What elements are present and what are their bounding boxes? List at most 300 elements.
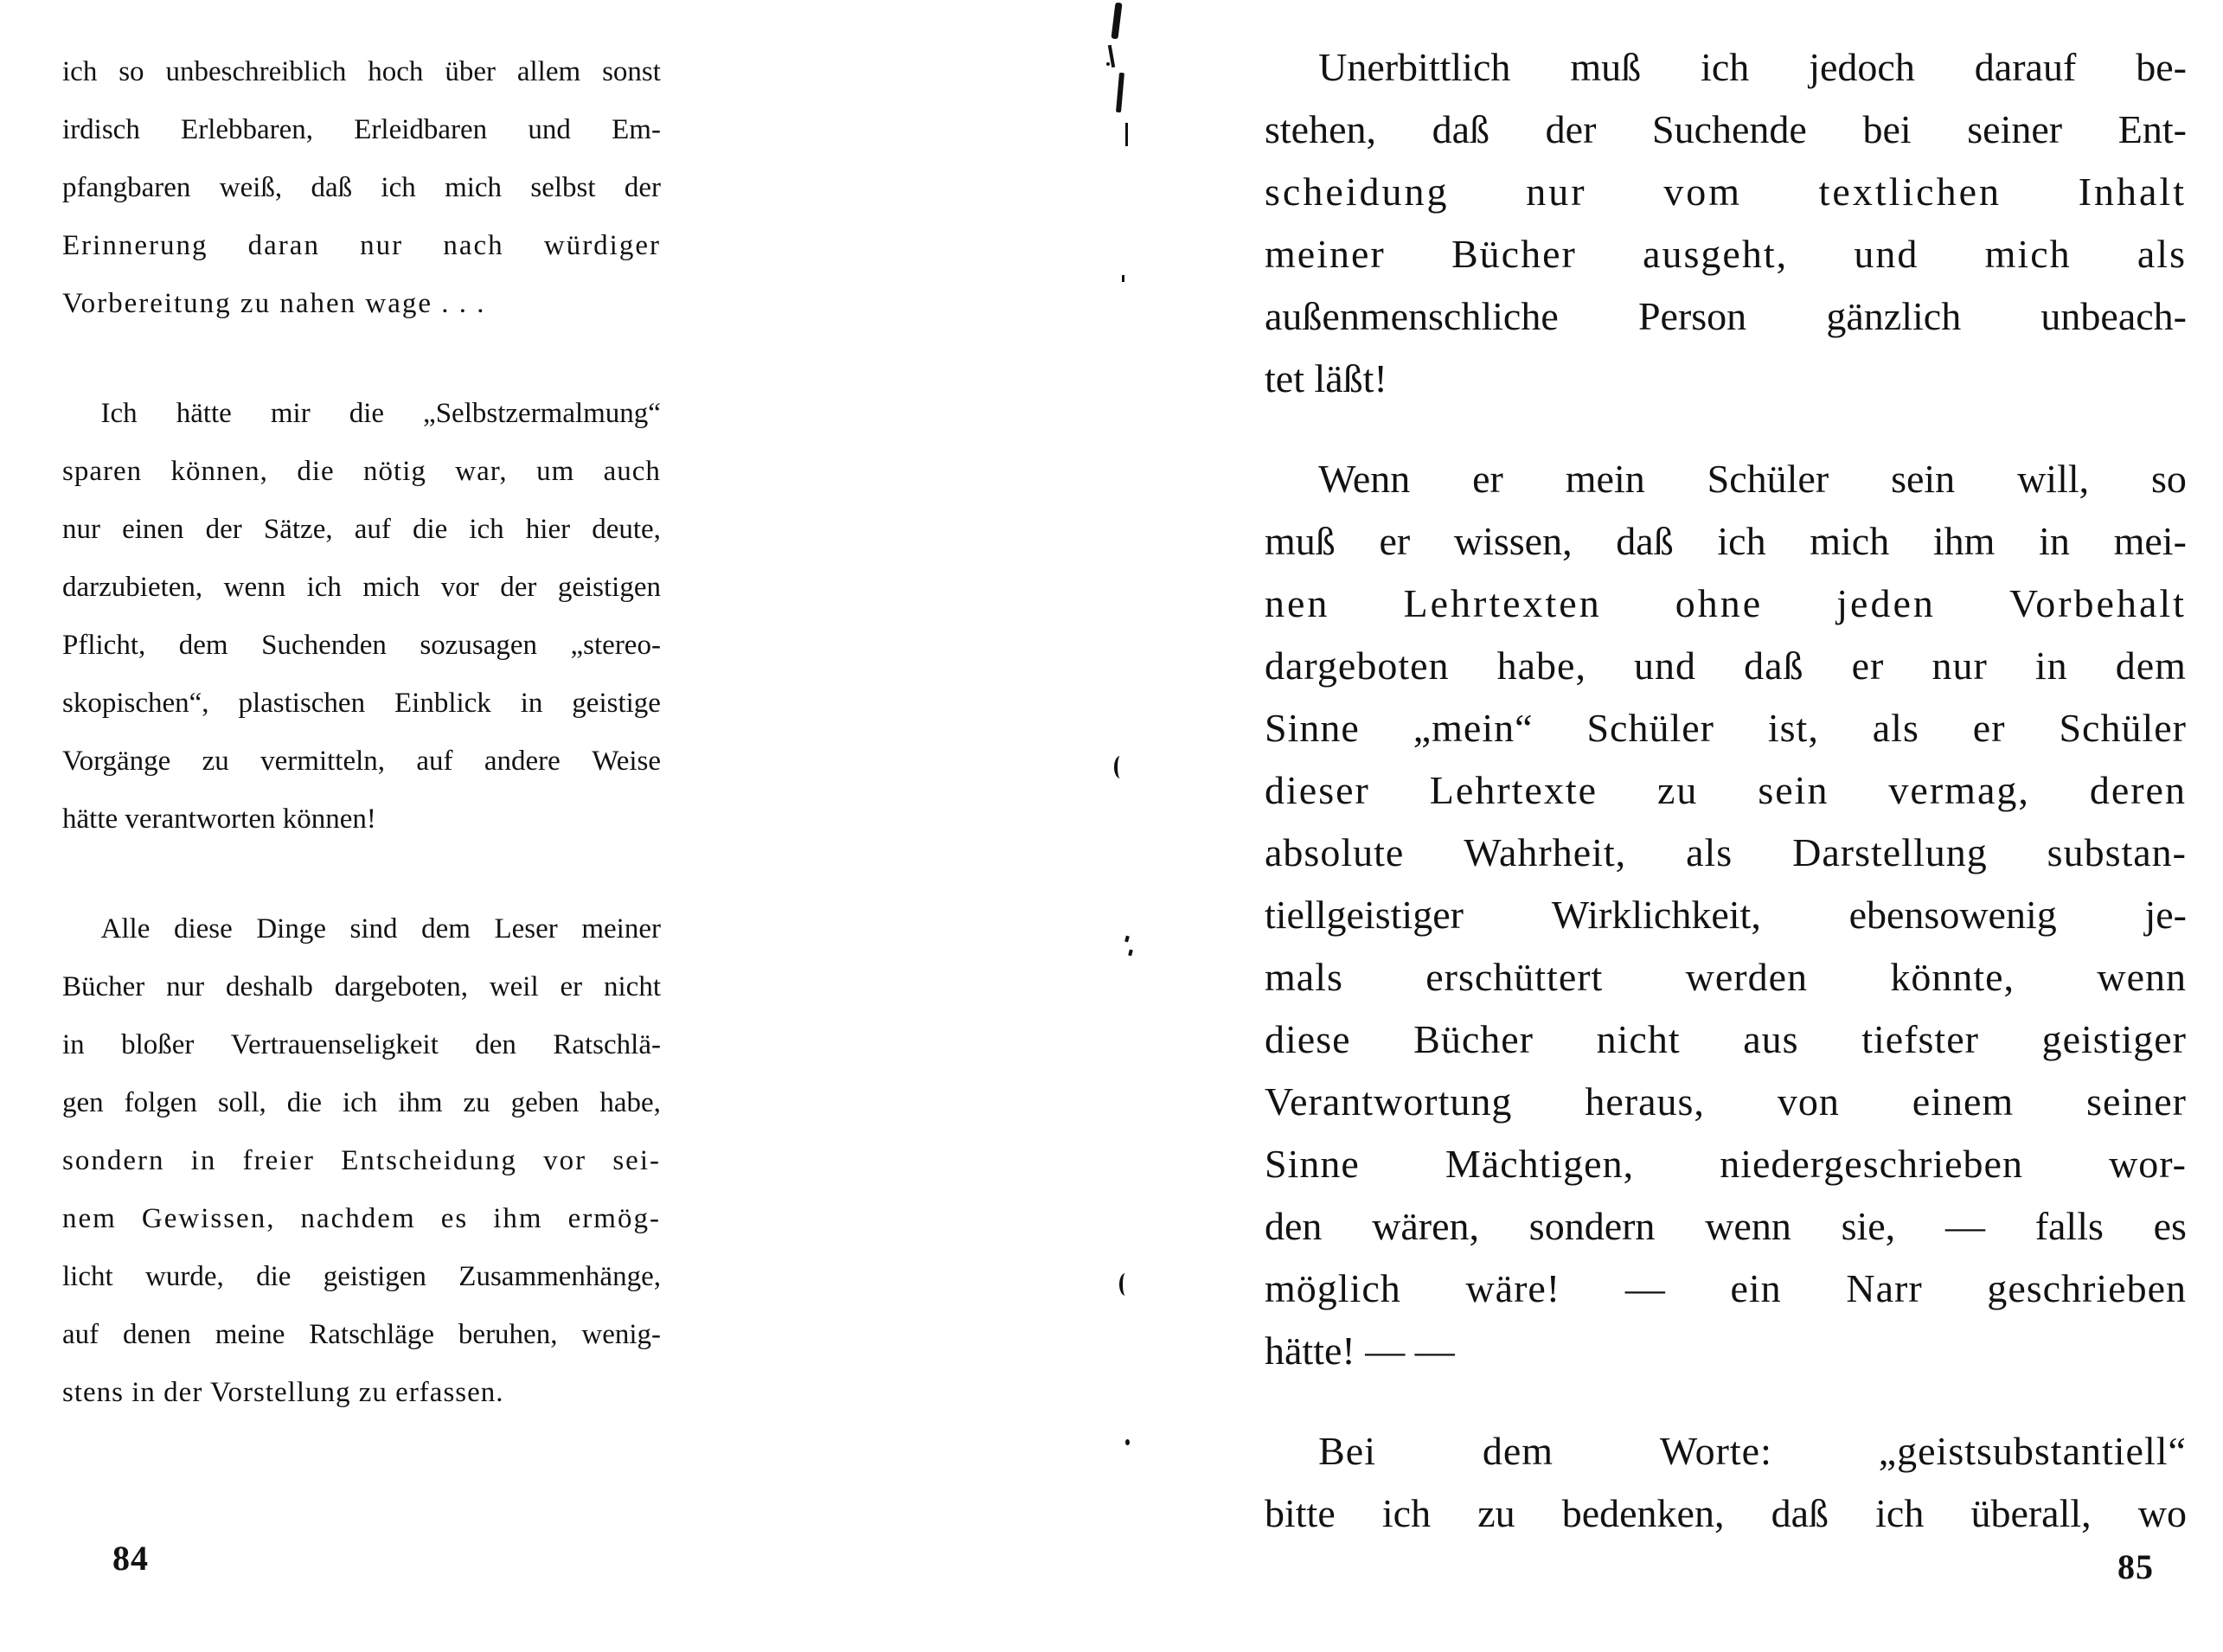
word: bedenken,	[1561, 1491, 1725, 1535]
ink-mark	[1114, 756, 1126, 778]
word: be-	[2136, 45, 2187, 89]
word: will,	[2017, 457, 2090, 501]
text-line	[1265, 884, 2187, 946]
word: nen	[1265, 581, 1330, 625]
word: Inhalt	[2078, 170, 2187, 214]
word: es	[2153, 1204, 2187, 1248]
word: geistige	[572, 688, 661, 719]
word: textlichen	[1818, 170, 2002, 214]
word: sei-	[612, 1145, 661, 1176]
text-line	[1265, 510, 2187, 573]
word: „geistsubstantiell“	[1878, 1429, 2187, 1473]
word: nicht	[1596, 1017, 1681, 1061]
word: bei	[1862, 107, 1912, 151]
word: ein	[1730, 1266, 1782, 1310]
word: ich	[1381, 1491, 1432, 1535]
word: in	[2034, 644, 2068, 688]
word: soll,	[217, 1087, 266, 1118]
word: er	[1379, 519, 1411, 563]
text-line	[62, 501, 661, 559]
word: hätte	[176, 398, 232, 429]
word: der	[1545, 107, 1597, 151]
word: daß	[1771, 1491, 1829, 1535]
word: ich	[381, 172, 416, 203]
paragraph	[62, 43, 661, 333]
word: Pflicht,	[62, 630, 146, 661]
ink-smudge	[1111, 3, 1122, 40]
word: geistiger	[2041, 1017, 2187, 1061]
word: Erlebbaren,	[181, 114, 314, 145]
word: erschüttert	[1425, 955, 1604, 999]
paragraph	[62, 385, 661, 848]
word: wenn	[223, 572, 286, 603]
word: je-	[2144, 893, 2187, 937]
text-line	[62, 1306, 661, 1364]
word: sein	[1758, 768, 1829, 812]
word: selbst	[530, 172, 596, 203]
word: nach	[443, 230, 504, 261]
word: in	[2039, 519, 2070, 563]
text-line: Vorbereitung zu nahen wage . . .	[62, 288, 486, 319]
word: dem	[178, 630, 228, 661]
word: tiefster	[1861, 1017, 1979, 1061]
text-line	[62, 43, 661, 101]
paragraph	[1265, 1420, 2187, 1545]
word: zu	[1656, 768, 1699, 812]
word: der	[205, 514, 242, 545]
word: Em-	[612, 114, 661, 145]
word: pfangbaren	[62, 172, 191, 203]
word: Unerbittlich	[1318, 45, 1511, 89]
text-line	[1265, 223, 2187, 285]
word: ihm	[1932, 519, 1996, 563]
word: mir	[270, 398, 311, 429]
word: ihm	[398, 1087, 443, 1118]
word: sie,	[1841, 1204, 1896, 1248]
word: die	[286, 1087, 323, 1118]
text-line	[1265, 161, 2187, 223]
word: deute,	[592, 514, 661, 545]
word: daran	[247, 230, 320, 261]
word: unbeschreiblich	[165, 56, 347, 87]
word: wurde,	[145, 1261, 224, 1292]
word: unbeach-	[2040, 294, 2187, 338]
word: Lehrtexten	[1403, 581, 1602, 625]
word: er	[560, 971, 583, 1002]
text-line	[62, 559, 661, 617]
word: diese	[173, 913, 233, 944]
word: darzubieten,	[62, 572, 203, 603]
text-line	[1265, 759, 2187, 822]
text-line: stens in der Vorstellung zu erfassen.	[62, 1377, 504, 1408]
word: Gewissen,	[141, 1203, 276, 1234]
word: als	[2137, 232, 2187, 276]
word: dieser	[1265, 768, 1370, 812]
text-line	[62, 1132, 661, 1190]
text-line	[1265, 448, 2187, 510]
word: als	[1686, 830, 1733, 874]
word: falls	[2034, 1204, 2104, 1248]
text-line	[1265, 99, 2187, 161]
word: deshalb	[226, 971, 313, 1002]
word: können,	[170, 456, 268, 487]
word: so	[2151, 457, 2187, 501]
word: nötig	[363, 456, 426, 487]
word: skopischen“,	[62, 688, 209, 719]
ink-stroke	[1125, 123, 1128, 146]
right-page-text-block	[1265, 36, 2187, 1545]
word: andere	[484, 746, 561, 777]
word: Vorgänge	[62, 746, 171, 777]
text-line	[1265, 1258, 2187, 1320]
word: auf	[416, 746, 453, 777]
word: Sinne	[1265, 1142, 1360, 1186]
word: nur	[360, 230, 404, 261]
word: Vorbehalt	[2008, 581, 2187, 625]
word: sondern	[62, 1145, 165, 1176]
word: Weise	[592, 746, 661, 777]
word: „mein“	[1413, 706, 1534, 750]
word: Worte:	[1659, 1429, 1772, 1473]
word: die	[349, 398, 385, 429]
word: Wirklichkeit,	[1551, 893, 1761, 937]
word: sparen	[62, 456, 143, 487]
word: mich	[1810, 519, 1890, 563]
word: dargeboten,	[334, 971, 468, 1002]
word: werden	[1685, 955, 1809, 999]
word: ich	[469, 514, 504, 545]
word: die	[256, 1261, 291, 1292]
word: sein	[1891, 457, 1956, 501]
word: mich	[445, 172, 503, 203]
left-page-text-block	[62, 43, 661, 1422]
word: mals	[1265, 955, 1343, 999]
text-line	[62, 675, 661, 733]
word: Zusammenhänge,	[458, 1261, 661, 1292]
text-line	[62, 159, 661, 217]
word: es	[440, 1203, 469, 1234]
word: als	[1872, 706, 1919, 750]
word: vom	[1663, 170, 1742, 214]
word: seiner	[1967, 107, 2063, 151]
word: geschrieben	[1987, 1266, 2187, 1310]
word: daß	[1432, 107, 1490, 151]
word: diese	[1265, 1017, 1351, 1061]
word: daß	[1616, 519, 1674, 563]
text-line	[62, 385, 661, 443]
word: auf	[62, 1319, 99, 1350]
word: seiner	[2086, 1079, 2187, 1124]
ink-speck	[1124, 936, 1130, 943]
word: Entscheidung	[341, 1145, 517, 1176]
text-line: hätte! — —	[1265, 1329, 1455, 1373]
text-line: tet läßt!	[1265, 356, 1387, 400]
word: wenn	[1705, 1204, 1791, 1248]
paragraph	[1265, 36, 2187, 410]
text-line	[1265, 697, 2187, 759]
word: meiner	[581, 913, 661, 944]
word: ohne	[1675, 581, 1764, 625]
word: über	[445, 56, 496, 87]
word: hoch	[368, 56, 424, 87]
text-line	[62, 958, 661, 1016]
word: substan-	[2047, 830, 2187, 874]
word: so	[119, 56, 144, 87]
word: ausgeht,	[1643, 232, 1789, 276]
word: Leser	[494, 913, 558, 944]
word: —	[1944, 1204, 1985, 1248]
word: Ratschlä-	[553, 1029, 661, 1060]
word: sozusagen	[420, 630, 538, 661]
word: ich	[306, 572, 342, 603]
word: tiellgeistiger	[1265, 893, 1464, 937]
word: Sätze,	[263, 514, 333, 545]
word: jeden	[1836, 581, 1936, 625]
word: „stereo-	[570, 630, 661, 661]
word: daß	[311, 172, 353, 203]
word: Person	[1637, 294, 1747, 338]
word: muß	[1570, 45, 1642, 89]
word: Lehrtexte	[1429, 768, 1598, 812]
word: nem	[62, 1203, 117, 1234]
word: auch	[603, 456, 661, 487]
word: Narr	[1846, 1266, 1923, 1310]
word: dargeboten	[1265, 644, 1450, 688]
text-line	[62, 1190, 661, 1248]
ink-mark	[1119, 1273, 1131, 1296]
text-line	[1265, 635, 2187, 697]
word: bloßer	[121, 1029, 195, 1060]
word: —	[1624, 1266, 1666, 1310]
word: irdisch	[62, 114, 140, 145]
word: einen	[122, 514, 184, 545]
word: gänzlich	[1826, 294, 1962, 338]
word: Bücher	[62, 971, 145, 1002]
text-line	[1265, 1195, 2187, 1258]
text-line	[62, 1248, 661, 1306]
text-line	[62, 1074, 661, 1132]
word: heraus,	[1585, 1079, 1705, 1124]
word: folgen	[124, 1087, 197, 1118]
ink-speck	[1106, 62, 1110, 66]
word: er	[1851, 644, 1885, 688]
word: wenig-	[581, 1319, 661, 1350]
word: er	[1472, 457, 1503, 501]
word: Einblick	[394, 688, 491, 719]
word: jedoch	[1809, 45, 1915, 89]
word: er	[1972, 706, 2006, 750]
word: nur	[62, 514, 100, 545]
text-line	[1265, 822, 2187, 884]
word: scheidung	[1265, 170, 1450, 214]
word: Alle	[100, 913, 151, 944]
word: ermög-	[567, 1203, 661, 1234]
word: absolute	[1265, 830, 1405, 874]
word: dem	[2115, 644, 2187, 688]
word: dem	[1482, 1429, 1554, 1473]
word: nur	[166, 971, 205, 1002]
word: denen	[123, 1319, 191, 1350]
word: ich	[1875, 1491, 1925, 1535]
word: in	[62, 1029, 85, 1060]
word: die	[297, 456, 335, 487]
word: nachdem	[300, 1203, 416, 1234]
word: geben	[510, 1087, 580, 1118]
word: geistigen	[323, 1261, 426, 1292]
word: Erinnerung	[62, 230, 208, 261]
word: ihm	[493, 1203, 543, 1234]
word: muß	[1265, 519, 1336, 563]
word: wo	[2137, 1491, 2187, 1535]
word: stehen,	[1265, 107, 1377, 151]
word: und	[1634, 644, 1697, 688]
word: weil	[489, 971, 539, 1002]
word: wor-	[2109, 1142, 2187, 1186]
word: bitte	[1265, 1491, 1336, 1535]
word: weiß,	[219, 172, 283, 203]
word: Dinge	[256, 913, 326, 944]
word: hier	[525, 514, 571, 545]
word: nicht	[604, 971, 661, 1002]
word: wäre!	[1465, 1266, 1561, 1310]
word: wissen,	[1453, 519, 1573, 563]
text-line	[62, 900, 661, 958]
word: meiner	[1265, 232, 1386, 276]
word: sondern	[1528, 1204, 1656, 1248]
word: meine	[215, 1319, 285, 1350]
word: freier	[242, 1145, 316, 1176]
text-line	[62, 101, 661, 159]
text-line	[1265, 946, 2187, 1008]
word: mei-	[2113, 519, 2187, 563]
word: Bücher	[1413, 1017, 1534, 1061]
word: um	[536, 456, 575, 487]
word: habe,	[599, 1087, 661, 1118]
word: vor	[543, 1145, 587, 1176]
word: ich	[342, 1087, 378, 1118]
word: ich	[1701, 45, 1750, 89]
text-line	[62, 217, 661, 275]
word: beruhen,	[458, 1319, 558, 1350]
word: Ent-	[2117, 107, 2187, 151]
word: „Selbstzermalmung“	[423, 398, 661, 429]
word: könnte,	[1890, 955, 2015, 999]
word: nur	[1932, 644, 1988, 688]
word: die	[412, 514, 448, 545]
page-number-left: 84	[112, 1539, 149, 1578]
text-line	[1265, 1133, 2187, 1195]
text-line	[62, 1016, 661, 1074]
word: ist,	[1767, 706, 1819, 750]
word: Mächtigen,	[1445, 1142, 1635, 1186]
word: Wenn	[1318, 457, 1411, 501]
paragraph	[1265, 448, 2187, 1382]
word: Suchende	[1652, 107, 1807, 151]
word: war,	[455, 456, 508, 487]
word: Verantwortung	[1265, 1079, 1513, 1124]
word: würdiger	[543, 230, 661, 261]
word: darauf	[1974, 45, 2077, 89]
word: Schüler	[2059, 706, 2187, 750]
word: außenmenschliche	[1265, 294, 1559, 338]
word: mich	[1984, 232, 2072, 276]
word: den	[475, 1029, 516, 1060]
text-line	[1265, 1482, 2187, 1545]
word: vor	[440, 572, 479, 603]
word: sonst	[602, 56, 661, 87]
word: Ratschläge	[309, 1319, 435, 1350]
ink-speck	[1122, 275, 1124, 282]
word: wenn	[2097, 955, 2187, 999]
word: allem	[516, 56, 581, 87]
word: möglich	[1265, 1266, 1401, 1310]
word: Sinne	[1265, 706, 1360, 750]
text-line	[1265, 1420, 2187, 1482]
word: zu	[463, 1087, 490, 1118]
word: aus	[1743, 1017, 1799, 1061]
word: ich	[62, 56, 98, 87]
word: Bücher	[1451, 232, 1577, 276]
word: der	[624, 172, 661, 203]
word: habe,	[1496, 644, 1586, 688]
word: mich	[362, 572, 420, 603]
ink-smudge	[1116, 73, 1124, 112]
word: der	[500, 572, 537, 603]
word: Wahrheit,	[1464, 830, 1627, 874]
ink-speck	[1125, 1439, 1130, 1445]
text-line	[1265, 36, 2187, 99]
text-line: hätte verantworten können!	[62, 804, 376, 835]
word: von	[1777, 1079, 1840, 1124]
text-line	[1265, 1071, 2187, 1133]
word: gen	[62, 1087, 104, 1118]
word: deren	[2089, 768, 2187, 812]
word: in	[520, 688, 543, 719]
word: Schüler	[1707, 457, 1829, 501]
paragraph	[62, 900, 661, 1422]
word: Erleidbaren	[354, 114, 488, 145]
page-number-right: 85	[2117, 1547, 2154, 1586]
word: in	[190, 1145, 217, 1176]
text-line	[1265, 285, 2187, 348]
word: zu	[1477, 1491, 1515, 1535]
text-line	[62, 733, 661, 791]
word: niedergeschrieben	[1720, 1142, 2023, 1186]
word: vermag,	[1888, 768, 2030, 812]
word: Vertrauenseligkeit	[230, 1029, 439, 1060]
word: ebensowenig	[1848, 893, 2057, 937]
word: und	[528, 114, 571, 145]
word: einem	[1912, 1079, 2015, 1124]
text-line	[62, 617, 661, 675]
word: Bei	[1318, 1429, 1376, 1473]
word: den	[1265, 1204, 1323, 1248]
word: dem	[421, 913, 471, 944]
word: mein	[1565, 457, 1645, 501]
text-line	[1265, 1008, 2187, 1071]
word: plastischen	[238, 688, 366, 719]
word: wären,	[1372, 1204, 1480, 1248]
word: daß	[1744, 644, 1804, 688]
word: nur	[1526, 170, 1587, 214]
ink-speck	[1128, 950, 1133, 957]
word: zu	[202, 746, 229, 777]
word: und	[1854, 232, 1919, 276]
word: licht	[62, 1261, 113, 1292]
word: Ich	[100, 398, 138, 429]
text-line	[1265, 573, 2187, 635]
word: Darstellung	[1792, 830, 1988, 874]
